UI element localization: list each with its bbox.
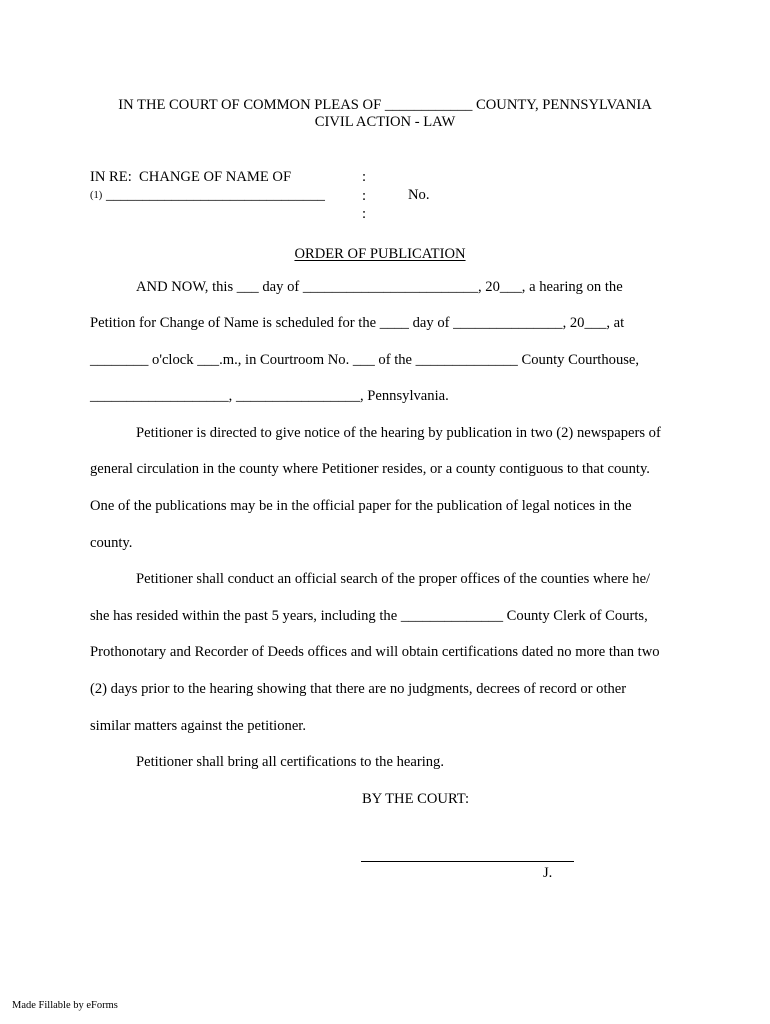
search-paragraph-line: similar matters against the petitioner. bbox=[90, 718, 307, 734]
made-fillable-footer: Made Fillable by eForms bbox=[12, 1000, 118, 1011]
judge-suffix: J. bbox=[543, 865, 553, 881]
by-the-court-label: BY THE COURT: bbox=[362, 791, 470, 807]
court-header-line: IN THE COURT OF COMMON PLEAS OF ____________ COUNTY, PENNSYLVANIA bbox=[118, 97, 652, 113]
caption-colon: : bbox=[362, 188, 367, 204]
civil-action-heading: CIVIL ACTION - LAW bbox=[314, 114, 456, 130]
search-paragraph-line: Prothonotary and Recorder of Deeds offices and will obtain certifications dated no more than two bbox=[90, 644, 660, 660]
hearing-date-line: AND NOW, this ___ day of ________________________, 20___, a hearing on the bbox=[136, 279, 623, 295]
publication-paragraph-line: county. bbox=[90, 535, 133, 551]
publication-paragraph-line: Petitioner is directed to give notice of the hearing by publication in two (2) newspapers of bbox=[136, 425, 661, 441]
hearing-city-line: ___________________, _________________, Pennsylvania. bbox=[90, 388, 449, 404]
in-re-caption: IN RE: CHANGE OF NAME OF bbox=[90, 169, 292, 185]
hearing-time-location-line: ________ o'clock ___.m., in Courtroom No. ___ of the ______________ County Courthouse, bbox=[90, 352, 640, 368]
caption-colon: : bbox=[362, 169, 367, 185]
search-paragraph-line: Petitioner shall conduct an official search of the proper offices of the counties where he/ bbox=[136, 571, 651, 587]
docket-number-label: No. bbox=[408, 187, 430, 203]
judge-signature-line[interactable] bbox=[361, 861, 574, 862]
hearing-schedule-line: Petition for Change of Name is scheduled for the ____ day of _______________, 20___, at bbox=[90, 315, 625, 331]
petitioner-name-blank[interactable]: ______________________________ bbox=[106, 187, 325, 203]
publication-paragraph-line: general circulation in the county where Petitioner resides, or a county contiguous to that county. bbox=[90, 461, 650, 477]
order-title: ORDER OF PUBLICATION bbox=[294, 246, 466, 262]
search-paragraph-line: (2) days prior to the hearing showing that there are no judgments, decrees of record or other bbox=[90, 681, 627, 697]
search-paragraph-line: she has resided within the past 5 years, including the ______________ County Clerk of Courts, bbox=[90, 608, 648, 624]
caption-colon: : bbox=[362, 206, 367, 222]
petitioner-item-number: (1) bbox=[90, 190, 103, 201]
publication-paragraph-line: One of the publications may be in the official paper for the publication of legal notices in the bbox=[90, 498, 632, 514]
certifications-paragraph: Petitioner shall bring all certifications to the hearing. bbox=[136, 754, 445, 770]
